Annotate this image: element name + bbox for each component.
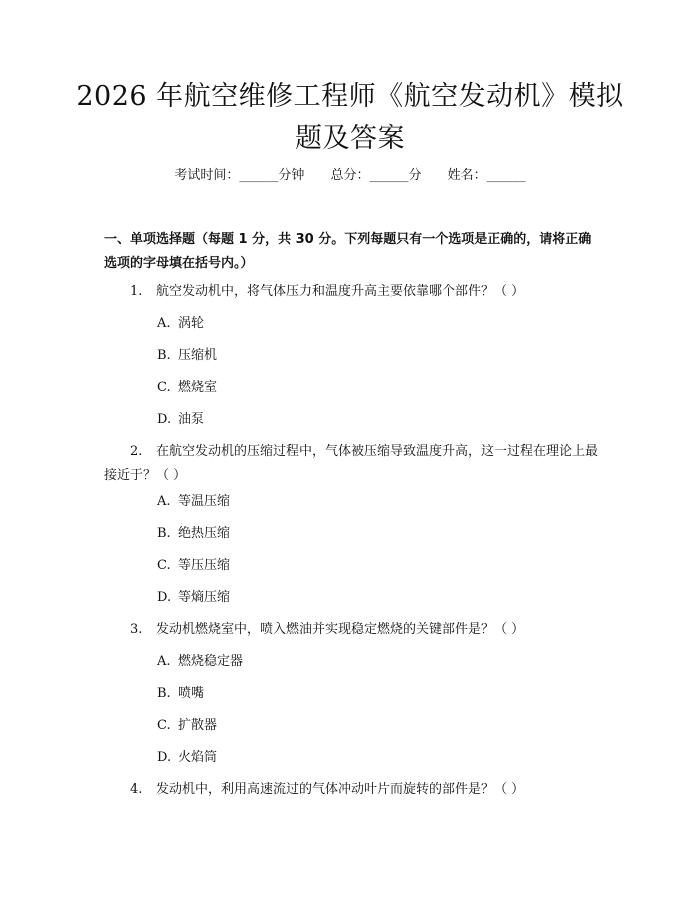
question-text: 发动机中，利用高速流过的气体冲动叶片而旋转的部件是？（ ） — [156, 782, 525, 797]
option-text: 等熵压缩 — [178, 590, 231, 605]
option-text: 燃烧稳定器 — [178, 654, 244, 669]
section-heading: 一、单项选择题（每题 1 分，共 30 分。下列每题只有一个选项是正确的，请将正确选项的字母填在括号内。） — [104, 232, 592, 271]
option-letter: B. — [157, 526, 171, 541]
question-3 — [104, 618, 604, 642]
option-3b — [157, 684, 204, 704]
question-number: 1. — [130, 284, 143, 299]
question-1 — [104, 280, 604, 304]
option-3d — [157, 748, 217, 768]
option-2b — [157, 524, 230, 544]
question-2 — [104, 440, 604, 488]
option-letter: B. — [157, 686, 171, 701]
exam-name-field: 姓名：______ — [447, 168, 526, 183]
exam-meta — [0, 166, 700, 186]
option-text: 火焰筒 — [178, 750, 218, 765]
option-letter: A. — [157, 654, 171, 669]
option-text: 燃烧室 — [178, 380, 218, 395]
document-title — [60, 76, 640, 160]
title-line-1: 2026 年航空维修工程师《航空发动机》模拟 — [76, 81, 624, 112]
option-letter: A. — [157, 494, 171, 509]
option-letter: D. — [157, 590, 172, 605]
exam-total-score: 总分：______分 — [330, 168, 422, 183]
question-text: 发动机燃烧室中，喷入燃油并实现稳定燃烧的关键部件是？（ ） — [156, 622, 525, 637]
option-text: 绝热压缩 — [178, 526, 231, 541]
question-text: 航空发动机中，将气体压力和温度升高主要依靠哪个部件？（ ） — [156, 284, 525, 299]
option-letter: C. — [157, 718, 171, 733]
option-letter: D. — [157, 750, 172, 765]
question-text: 在航空发动机的压缩过程中，气体被压缩导致温度升高，这一过程在理论上最接近于？（ ） — [104, 444, 599, 483]
option-text: 扩散器 — [178, 718, 218, 733]
question-number: 4. — [130, 782, 143, 797]
option-letter: D. — [157, 412, 172, 427]
question-4 — [104, 778, 604, 802]
option-text: 等温压缩 — [178, 494, 231, 509]
question-number: 3. — [130, 622, 143, 637]
option-1b — [157, 346, 217, 366]
title-line-2: 题及答案 — [295, 123, 405, 154]
option-2c — [157, 556, 230, 576]
option-1a — [157, 314, 204, 334]
option-1d — [157, 410, 204, 430]
option-letter: C. — [157, 380, 171, 395]
option-1c — [157, 378, 217, 398]
option-2a — [157, 492, 230, 512]
option-text: 喷嘴 — [178, 686, 205, 701]
option-text: 涡轮 — [178, 316, 205, 331]
exam-time: 考试时间：______分钟 — [174, 168, 305, 183]
option-text: 油泵 — [178, 412, 205, 427]
option-letter: A. — [157, 316, 171, 331]
question-number: 2. — [130, 444, 143, 459]
option-text: 压缩机 — [178, 348, 218, 363]
option-letter: B. — [157, 348, 171, 363]
option-text: 等压压缩 — [178, 558, 231, 573]
option-3a — [157, 652, 243, 672]
option-2d — [157, 588, 230, 608]
option-letter: C. — [157, 558, 171, 573]
option-3c — [157, 716, 217, 736]
